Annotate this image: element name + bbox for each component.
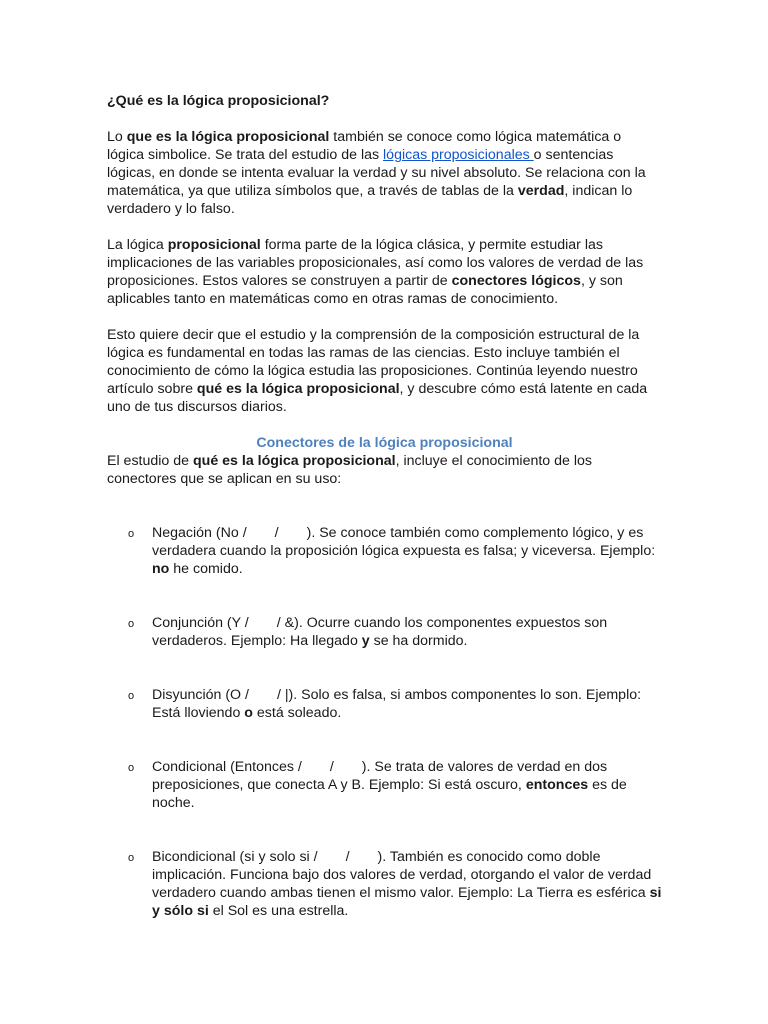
bold-text: qué es la lógica proposicional bbox=[192, 453, 396, 469]
text: , indican lo verdadero y lo falso. bbox=[107, 183, 633, 217]
text: El estudio de bbox=[107, 453, 193, 469]
bold-text: entonces bbox=[525, 777, 589, 793]
bullet-icon: o bbox=[128, 618, 135, 630]
text: / |). Solo es falsa, si ambos componentes lo son. Ejemplo: Está lloviendo bbox=[152, 687, 642, 721]
text: ). Se conoce también como complemento lógico, y es verdadera cuando la proposición lógica expuesta es falsa; y viceversa. Ejemplo: bbox=[152, 525, 656, 559]
bold-text: que es la lógica proposicional bbox=[126, 129, 330, 145]
bold-text: no bbox=[152, 561, 170, 577]
bold-text: conectores lógicos bbox=[451, 273, 581, 289]
text: Condicional (Entonces / bbox=[152, 759, 302, 775]
bold-text: o bbox=[244, 705, 253, 721]
text: el Sol es una estrella. bbox=[208, 903, 349, 919]
text: / bbox=[329, 759, 334, 775]
bold-text: verdad bbox=[517, 183, 565, 199]
text: , y descubre cómo está latente en cada uno de tus discursos diarios. bbox=[107, 381, 648, 415]
list-item-negacion bbox=[107, 524, 662, 578]
list-item-bicondicional bbox=[107, 848, 662, 920]
page-title: ¿Qué es la lógica proposicional? bbox=[107, 93, 330, 109]
paragraph-conectores-intro bbox=[107, 452, 662, 488]
text: / &). Ocurre cuando los componentes expuestos son verdaderos. Ejemplo: Ha llegado bbox=[152, 615, 608, 649]
bullet-icon: o bbox=[128, 762, 135, 774]
text: está soleado. bbox=[252, 705, 342, 721]
list-item-conjuncion bbox=[107, 614, 662, 650]
link-logicas-proposicionales[interactable]: lógicas proposicionales bbox=[383, 147, 534, 163]
bold-text: proposicional bbox=[167, 237, 261, 253]
text: , y son aplicables tanto en matemáticas como en otras ramas de conocimiento. bbox=[107, 273, 623, 307]
text: Bicondicional (si y solo si / bbox=[152, 849, 318, 865]
text: forma parte de la lógica clásica, y permite estudiar las implicaciones de las variables proposicionales, así como los valores de verdad de las proposiciones. Estos valores se construyen a partir de bbox=[107, 237, 644, 289]
text: ). También es conocido como doble implicación. Funciona bajo dos valores de verdad, otorgando el valor de verdad verdadero cuando ambas tienen el mismo valor. Ejemplo: La Tierra es esférica bbox=[152, 849, 652, 901]
text: también se conoce como lógica matemática o lógica simbolice. Se trata del estudio de las bbox=[107, 129, 622, 163]
text: he comido. bbox=[169, 561, 243, 577]
bullet-icon: o bbox=[128, 528, 135, 540]
list-item-condicional bbox=[107, 758, 662, 812]
bullet-icon: o bbox=[128, 852, 135, 864]
text: Disyunción (O / bbox=[152, 687, 249, 703]
text: / bbox=[274, 525, 279, 541]
section-heading: Conectores de la lógica proposicional bbox=[256, 435, 513, 451]
text: , incluye el conocimiento de los conectores que se aplican en su uso: bbox=[107, 453, 592, 487]
text: La lógica bbox=[107, 237, 168, 253]
bullet-icon: o bbox=[128, 690, 135, 702]
text: ). Se trata de valores de verdad en dos preposiciones, que conecta A y B. Ejemplo: Si está oscuro, bbox=[152, 759, 608, 793]
bold-text: y bbox=[361, 633, 370, 649]
paragraph-clasica bbox=[107, 236, 662, 308]
text: o sentencias lógicas, en donde se intenta evaluar la verdad y su nivel absoluto. Se relaciona con la matemática, ya que utiliza símbolos que, a través de tablas de la bbox=[107, 147, 646, 199]
text: se ha dormido. bbox=[369, 633, 468, 649]
text: Esto quiere decir que el estudio y la comprensión de la composición estructural de la lógica es fundamental en todas las ramas de las ciencias. Esto incluye también el conocimiento de cómo la lógica estudia las proposiciones. Continúa leyendo nuestro artículo sobre bbox=[107, 327, 640, 397]
paragraph-estudio bbox=[107, 326, 662, 416]
text: Lo bbox=[107, 129, 127, 145]
text: Conjunción (Y / bbox=[152, 615, 249, 631]
connectors-list bbox=[107, 524, 662, 920]
text: Negación (No / bbox=[152, 525, 247, 541]
text: / bbox=[345, 849, 350, 865]
document-page bbox=[107, 92, 662, 956]
bold-text: qué es la lógica proposicional bbox=[196, 381, 400, 397]
bold-text: si y sólo si bbox=[152, 885, 662, 919]
paragraph-intro bbox=[107, 128, 662, 218]
list-item-disyuncion bbox=[107, 686, 662, 722]
text: es de noche. bbox=[152, 777, 627, 811]
